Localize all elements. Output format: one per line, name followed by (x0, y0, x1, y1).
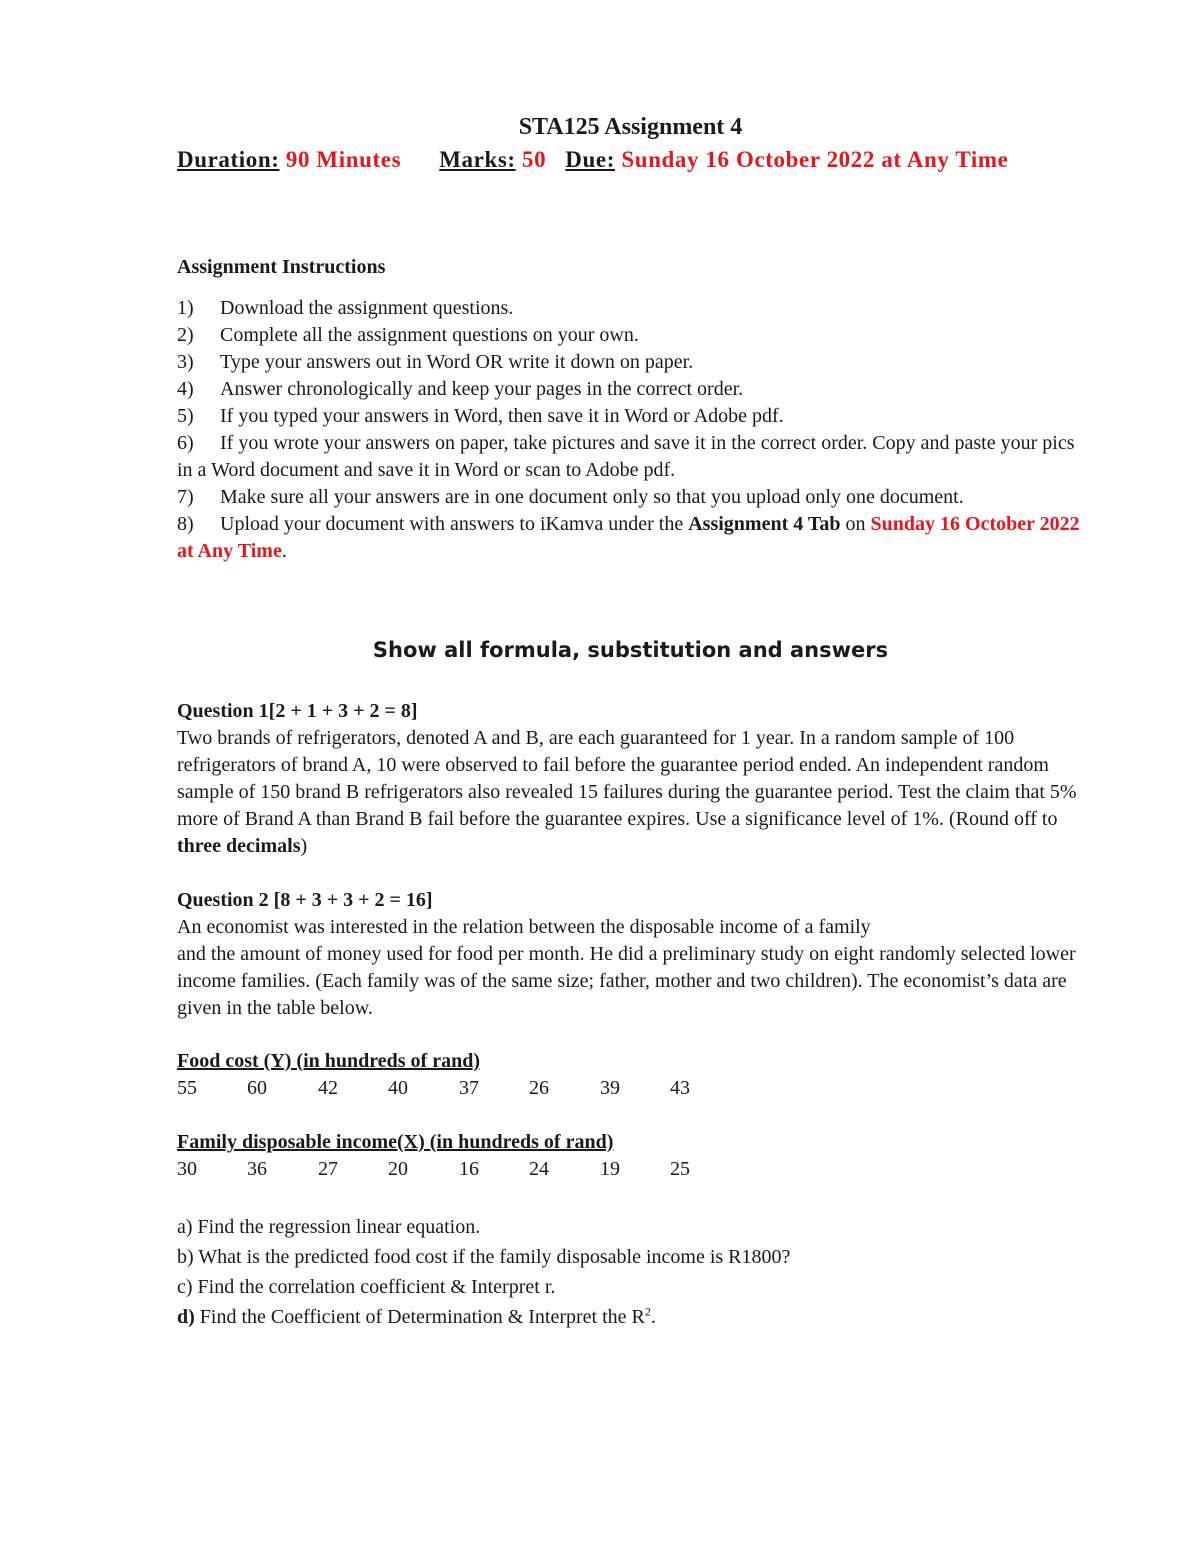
item-number: 7) (177, 486, 194, 508)
item-text: on (840, 513, 871, 535)
marks-value: 50 (522, 147, 547, 172)
assignment-tab-text: Assignment 4 Tab (688, 513, 841, 535)
due-date-text: Sunday 16 October 2022 at Any Time (177, 513, 1080, 562)
question-2-line1: An economist was interested in the relation between the disposable income of a family (177, 916, 871, 938)
subquestion-d-text: Find the Coefficient of Determination & Interpret the R (194, 1306, 645, 1328)
subquestions (177, 1212, 1089, 1332)
data-value: 20 (388, 1158, 408, 1180)
list-item (177, 403, 1089, 430)
item-text: Download the assignment questions. (220, 297, 514, 319)
list-item (177, 376, 1089, 403)
data-value: 30 (177, 1158, 197, 1180)
page-title: STA125 Assignment 4 (518, 114, 743, 140)
data-value: 40 (388, 1077, 408, 1099)
data-value: 42 (318, 1077, 338, 1099)
assignment-meta (177, 143, 1083, 176)
data-value: 24 (529, 1158, 549, 1180)
item-text: If you wrote your answers on paper, take pictures and save it in the correct order. Copy and paste your pics in a Word document and save it in Word or scan to Adobe pdf. (177, 432, 1075, 481)
data-value: 39 (600, 1077, 620, 1099)
data-value: 36 (247, 1158, 267, 1180)
question-bold-text: three decimals (177, 835, 301, 857)
subquestion-d (177, 1302, 1089, 1332)
subquestion-c: c) Find the correlation coefficient & Interpret r. (177, 1276, 556, 1298)
instructions-list (177, 295, 1089, 565)
item-number: 4) (177, 378, 194, 400)
question-1 (177, 698, 1089, 860)
item-number: 3) (177, 351, 194, 373)
data-value: 16 (459, 1158, 479, 1180)
duration-label: Duration: (177, 147, 280, 172)
show-all-heading: Show all formula, substitution and answers (372, 638, 889, 662)
data-value: 43 (670, 1077, 690, 1099)
item-text: If you typed your answers in Word, then save it in Word or Adobe pdf. (220, 405, 784, 427)
question-1-title: Question 1[2 + 1 + 3 + 2 = 8] (177, 700, 418, 722)
item-text: Answer chronologically and keep your pages in the correct order. (220, 378, 744, 400)
item-number: 2) (177, 324, 194, 346)
food-cost-heading: Food cost (Y) (in hundreds of rand) (177, 1050, 480, 1072)
subquestion-a: a) Find the regression linear equation. (177, 1216, 481, 1238)
item-text: Upload your document with answers to iKamva under the (220, 513, 689, 535)
question-1-body (177, 725, 1089, 860)
list-item (177, 511, 1089, 565)
question-2 (177, 887, 1089, 1022)
list-item (177, 322, 1089, 349)
due-label: Due: (565, 147, 615, 172)
subquestion-d-end: . (650, 1306, 656, 1328)
data-value: 25 (670, 1158, 690, 1180)
question-2-title: Question 2 [8 + 3 + 3 + 2 = 16] (177, 889, 433, 911)
item-text: Make sure all your answers are in one document only so that you upload only one document. (220, 486, 964, 508)
item-number: 8) (177, 513, 194, 535)
question-2-line2: and the amount of money used for food per month. He did a preliminary study on eight randomly selected lower income families. (Each family was of the same size; father, mother and two children). The economist’s data are given in the table below. (177, 943, 1076, 1019)
data-value: 26 (529, 1077, 549, 1099)
item-number: 1) (177, 297, 194, 319)
item-text: Complete all the assignment questions on your own. (220, 324, 639, 346)
marks-label: Marks: (439, 147, 516, 172)
subquestion-d-letter: d) (177, 1306, 195, 1328)
data-value: 27 (318, 1158, 338, 1180)
data-value: 19 (600, 1158, 620, 1180)
question-text: Two brands of refrigerators, denoted A and B, are each guaranteed for 1 year. In a random sample of 100 refrigerators of brand A, 10 were observed to fail before the guarantee period ended. An independent random sample of 150 brand B refrigerators also revealed 15 failures during the guarantee period. Test the claim that 5% more of Brand A than Brand B fail before the guarantee expires. Use a significance level of 1%. (Round off to (177, 727, 1077, 830)
list-item (177, 484, 1089, 511)
item-text: Type your answers out in Word OR write it down on paper. (220, 351, 694, 373)
item-number: 5) (177, 405, 194, 427)
item-number: 6) (177, 432, 194, 454)
list-item (177, 349, 1089, 376)
income-heading: Family disposable income(X) (in hundreds of rand) (177, 1131, 614, 1153)
data-value: 60 (247, 1077, 267, 1099)
data-value: 55 (177, 1077, 197, 1099)
duration-value: 90 Minutes (285, 147, 402, 172)
instructions-heading: Assignment Instructions (177, 256, 386, 278)
list-item (177, 295, 1089, 322)
superscript: 2 (644, 1304, 651, 1319)
list-item (177, 430, 1089, 484)
subquestion-b: b) What is the predicted food cost if the family disposable income is R1800? (177, 1246, 791, 1268)
due-value: Sunday 16 October 2022 at Any Time (621, 147, 1009, 172)
question-text: ) (300, 835, 308, 857)
item-text: . (281, 540, 287, 562)
data-value: 37 (459, 1077, 479, 1099)
